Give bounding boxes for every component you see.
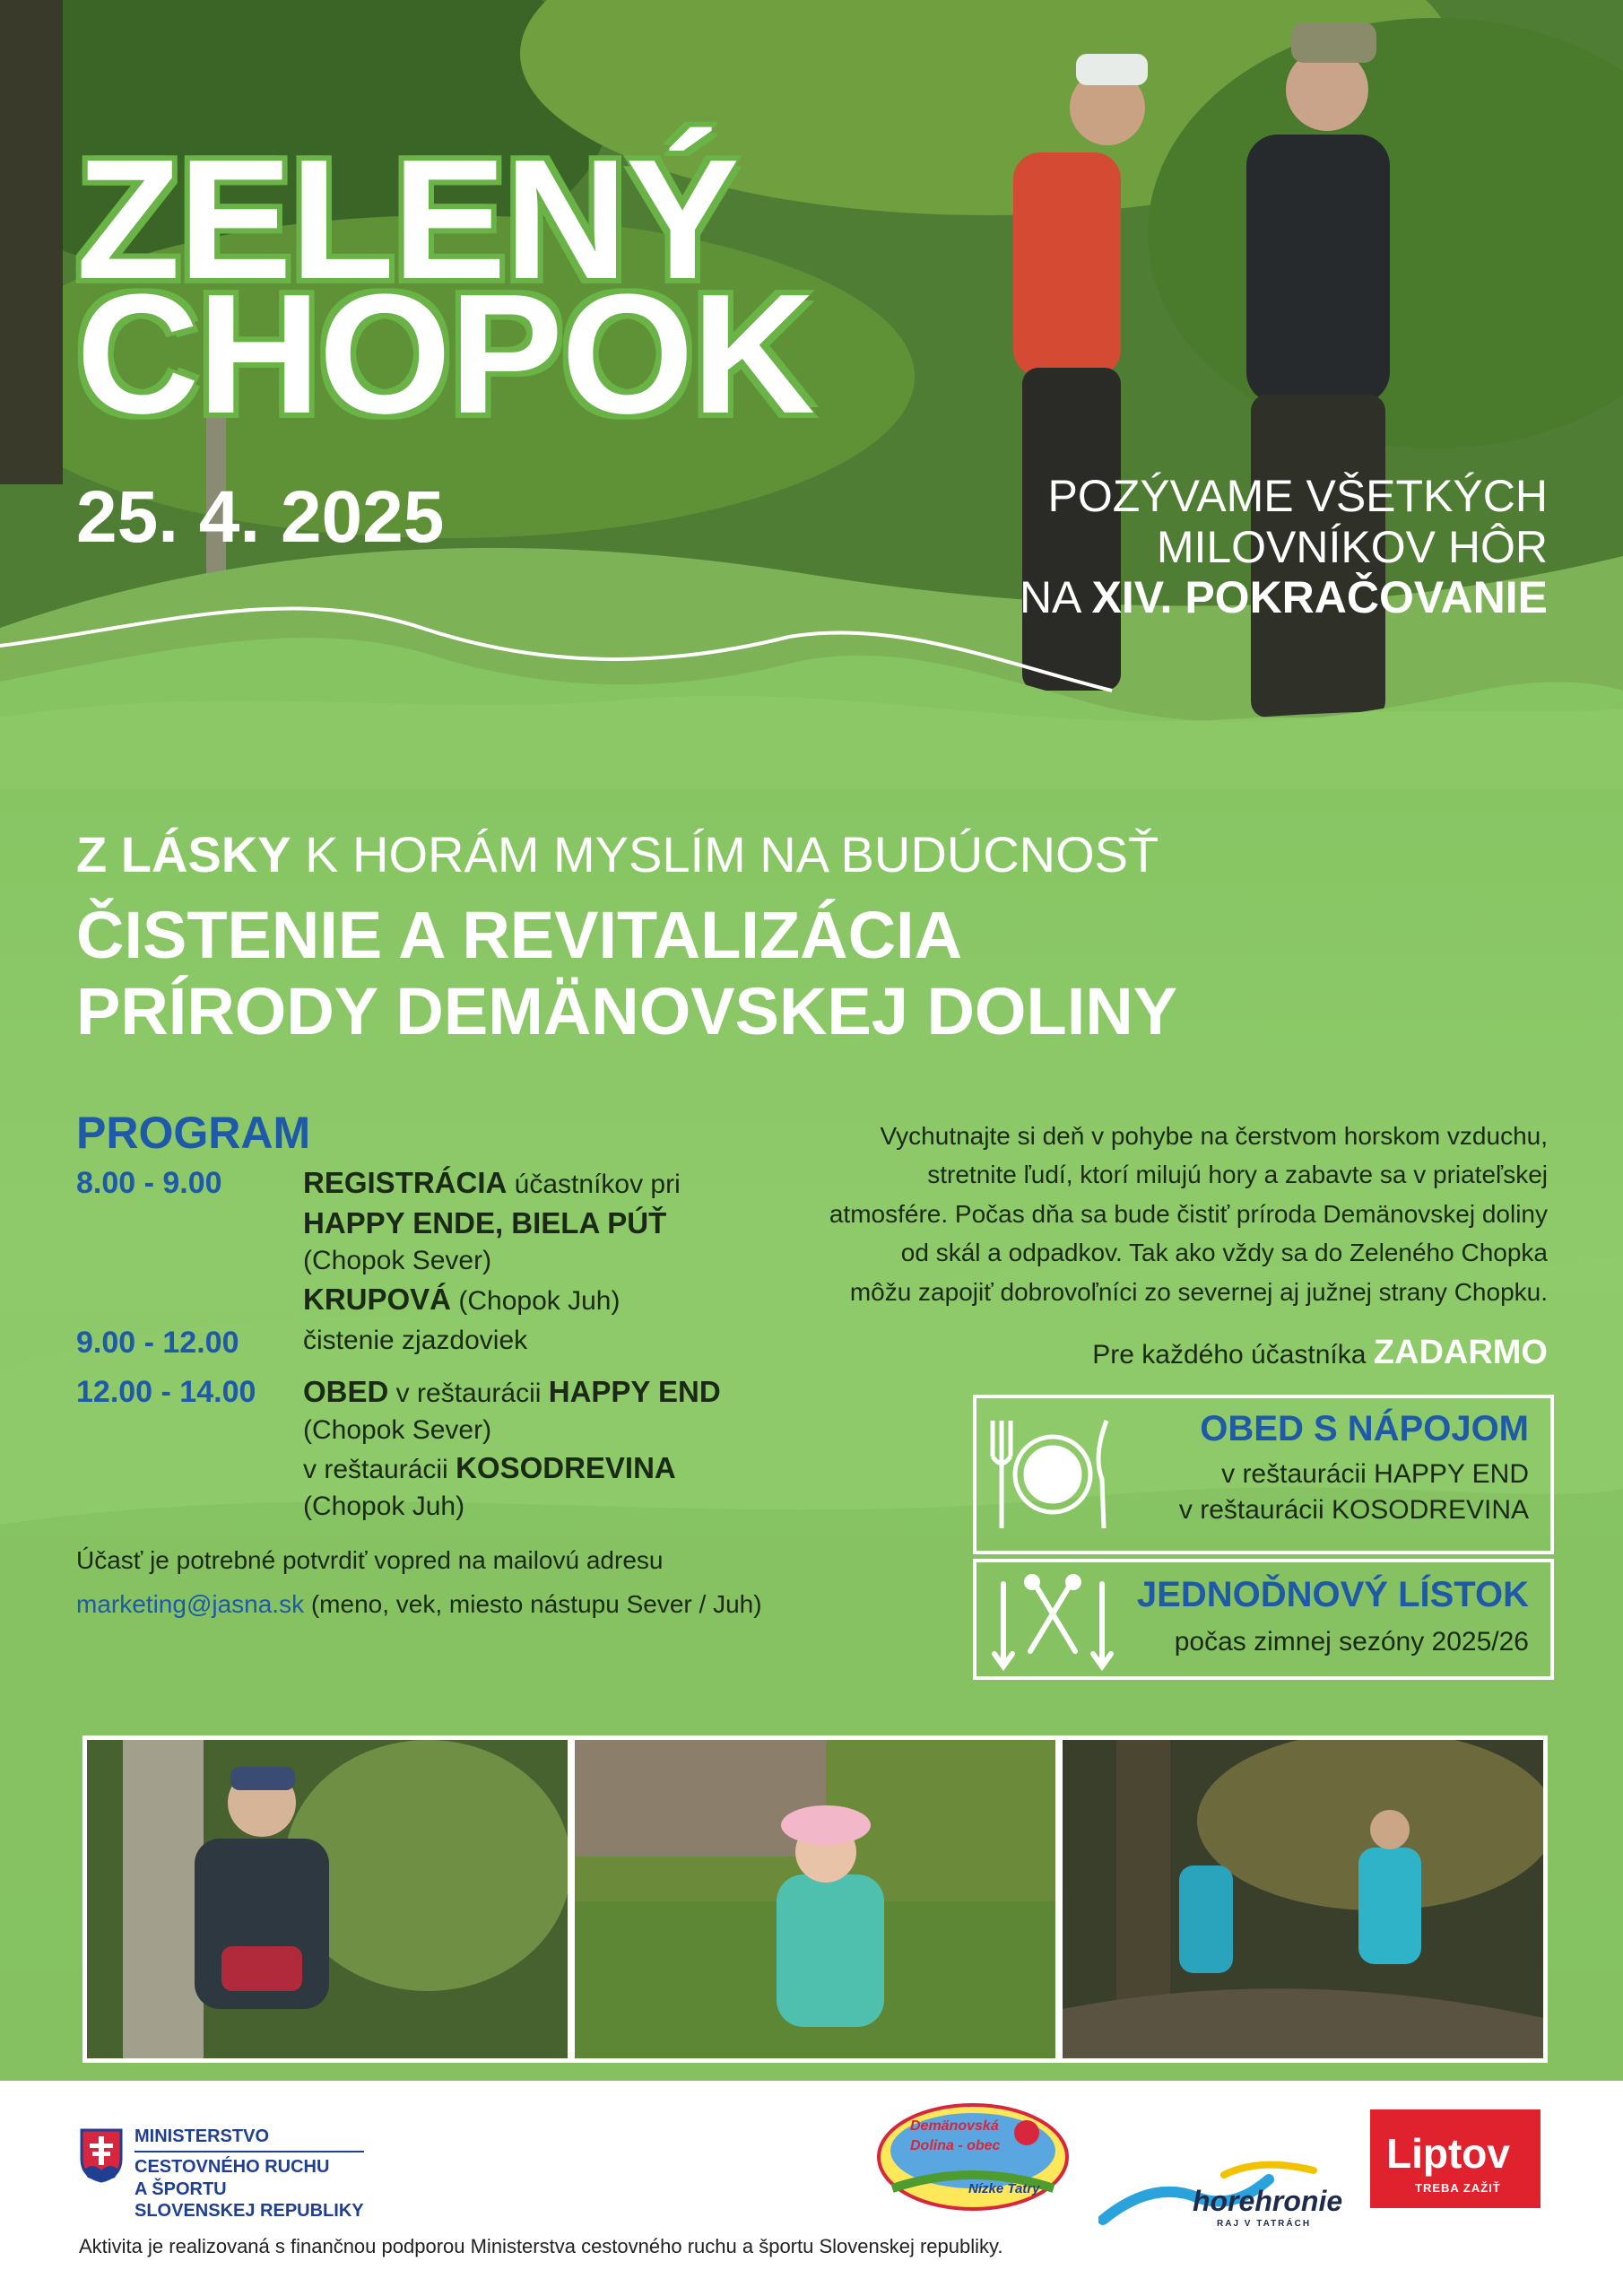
free-prefix: Pre každého účastníka: [1092, 1340, 1374, 1370]
intro-paragraph: [812, 1117, 1548, 1311]
intro-line: atmosfére. Počas dňa sa bude čistiť príroda Demänovskej doliny: [829, 1199, 1548, 1228]
horehronie-text: horehronie: [1193, 2185, 1343, 2217]
program-line: [303, 1280, 805, 1320]
demanovska-logo-image: [874, 2099, 1072, 2215]
liptov-logo: [1370, 2109, 1541, 2208]
program-line: (Chopok Sever): [303, 1414, 492, 1445]
liptov-sub: TREBA ZAŽIŤ: [1415, 2181, 1501, 2195]
program-place-1: HAPPY END: [548, 1375, 721, 1408]
photo-girl-image: [575, 1740, 1055, 2058]
intro-line: môžu zapojiť dobrovoľníci zo severnej aj južnej strany Chopku.: [849, 1277, 1548, 1306]
demanovska-text-2: Dolina - obec: [910, 2138, 1001, 2153]
program-desc: [303, 1163, 805, 1319]
confirm-line-1: Účasť je potrebné potvrdiť vopred na mailovú adresu: [76, 1546, 664, 1574]
photo-girl: [570, 1735, 1060, 2063]
program-line: čistenie zjazdoviek: [303, 1326, 528, 1355]
confirm-line-2: [76, 1582, 762, 1626]
benefit-ticket: [973, 1559, 1554, 1680]
program-line-text: účastníkov pri: [507, 1170, 681, 1199]
benefit-line-2: v reštaurácii KOSODREVINA: [1178, 1495, 1529, 1525]
program-place-2: KOSODREVINA: [456, 1451, 676, 1485]
skis-icon: [985, 1566, 1120, 1674]
benefit-title: JEDNOĎNOVÝ LÍSTOK: [1136, 1575, 1529, 1614]
coat-of-arms-image: [79, 2127, 124, 2183]
benefit-lunch: [973, 1395, 1554, 1554]
liptov-text: Liptov: [1386, 2130, 1510, 2177]
program-line: [303, 1163, 805, 1204]
program-line-bold: REGISTRÁCIA: [303, 1166, 508, 1199]
program-desc: [303, 1372, 805, 1525]
email-link[interactable]: marketing@jasna.sk: [76, 1590, 305, 1618]
title-line-2: CHOPOK: [76, 259, 813, 449]
support-note: Aktivita je realizovaná s finančnou podporou Ministerstva cestovného ruchu a športu Slovenskej republiky.: [79, 2235, 1003, 2257]
ministry-line-1: MINISTERSTVO: [135, 2126, 270, 2146]
program-line: (Chopok Juh): [303, 1491, 465, 1521]
horehronie-sub: RAJ V TATRÁCH: [1217, 2219, 1312, 2229]
program-line-bold: KRUPOVÁ: [303, 1282, 452, 1316]
tagline-rest: K HORÁM MYSLÍM NA BUDÚCNOSŤ: [291, 826, 1159, 883]
ministry-name: [135, 2126, 364, 2222]
program-time: 12.00 - 14.00: [76, 1375, 256, 1409]
benefit-line-1: v reštaurácii HAPPY END: [1221, 1459, 1529, 1489]
plate-cutlery-icon: [985, 1407, 1120, 1542]
program-time: 9.00 - 12.00: [76, 1326, 239, 1360]
photo-volunteer-man: [82, 1735, 572, 2063]
horehronie-logo: [1098, 2152, 1343, 2233]
ministry-line-2: CESTOVNÉHO RUCHU: [135, 2151, 364, 2178]
invite-text: [1020, 471, 1548, 623]
confirm-rest: (meno, vek, miesto nástupu Sever / Juh): [304, 1590, 762, 1618]
tagline-bold: Z LÁSKY: [76, 826, 291, 883]
program-line-bold: OBED: [303, 1375, 389, 1408]
title-line-1: ZELENÝ: [76, 125, 738, 315]
program-line-text: (Chopok Juh): [451, 1285, 621, 1316]
event-date: 25. 4. 2025: [76, 476, 445, 558]
intro-line: od skál a odpadkov. Tak ako vždy sa do Zeleného Chopka: [900, 1239, 1548, 1267]
ministry-line-4: SLOVENSKEJ REPUBLIKY: [135, 2201, 364, 2222]
program-title: PROGRAM: [76, 1108, 311, 1158]
slovak-coat-of-arms-icon: [79, 2127, 124, 2183]
program-line-text: v reštaurácii: [388, 1378, 549, 1408]
confirm-note: [76, 1538, 762, 1626]
intro-line: stretnite ľudí, ktorí milujú hory a zabavte sa v priateľskej: [927, 1161, 1548, 1189]
free-bold: ZADARMO: [1373, 1334, 1548, 1371]
benefit-line-1: počas zimnej sezóny 2025/26: [1174, 1627, 1529, 1657]
demanovska-text-1: Demänovská: [910, 2118, 999, 2134]
program-line-text: (Chopok Sever): [303, 1246, 492, 1276]
demanovska-text-3: Nízke Tatry: [968, 2181, 1040, 2196]
tagline: [76, 825, 1159, 883]
program-line: [303, 1204, 805, 1244]
intro-line: Vychutnajte si deň v pohybe na čerstvom horskom vzduchu,: [880, 1122, 1548, 1150]
photo-hikers-path: [1058, 1735, 1548, 2063]
benefit-title: OBED S NÁPOJOM: [1200, 1409, 1529, 1448]
hero-photo: [0, 0, 1623, 789]
free-note: [1092, 1334, 1548, 1372]
program-line: [303, 1448, 805, 1489]
invite-line-2: MILOVNÍKOV HÔR: [1156, 521, 1548, 572]
demanovska-dolina-logo: [874, 2099, 1072, 2215]
program-line-text: v reštaurácii: [303, 1455, 456, 1485]
invite-line-3: [1020, 572, 1548, 623]
headline-line-1: ČISTENIE A REVITALIZÁCIA: [76, 898, 963, 972]
program-line: [303, 1372, 805, 1413]
program-line: [303, 1243, 805, 1280]
program-line-bold: HAPPY ENDE, BIELA PÚŤ: [303, 1205, 667, 1239]
program-desc: [303, 1323, 805, 1360]
headline-line-2: PRÍRODY DEMÄNOVSKEJ DOLINY: [76, 974, 1178, 1049]
photo-hikers-path-image: [1063, 1740, 1543, 2058]
program-time: 8.00 - 9.00: [76, 1166, 222, 1200]
ministry-line-3: A ŠPORTU: [135, 2179, 227, 2199]
photo-volunteer-man-image: [87, 1740, 568, 2058]
invite-bold: XIV. POKRAČOVANIE: [1091, 572, 1548, 622]
headline: [76, 897, 1177, 1049]
invite-prefix: NA: [1019, 572, 1092, 622]
invite-line-1: POZÝVAME VŠETKÝCH: [1047, 471, 1548, 521]
